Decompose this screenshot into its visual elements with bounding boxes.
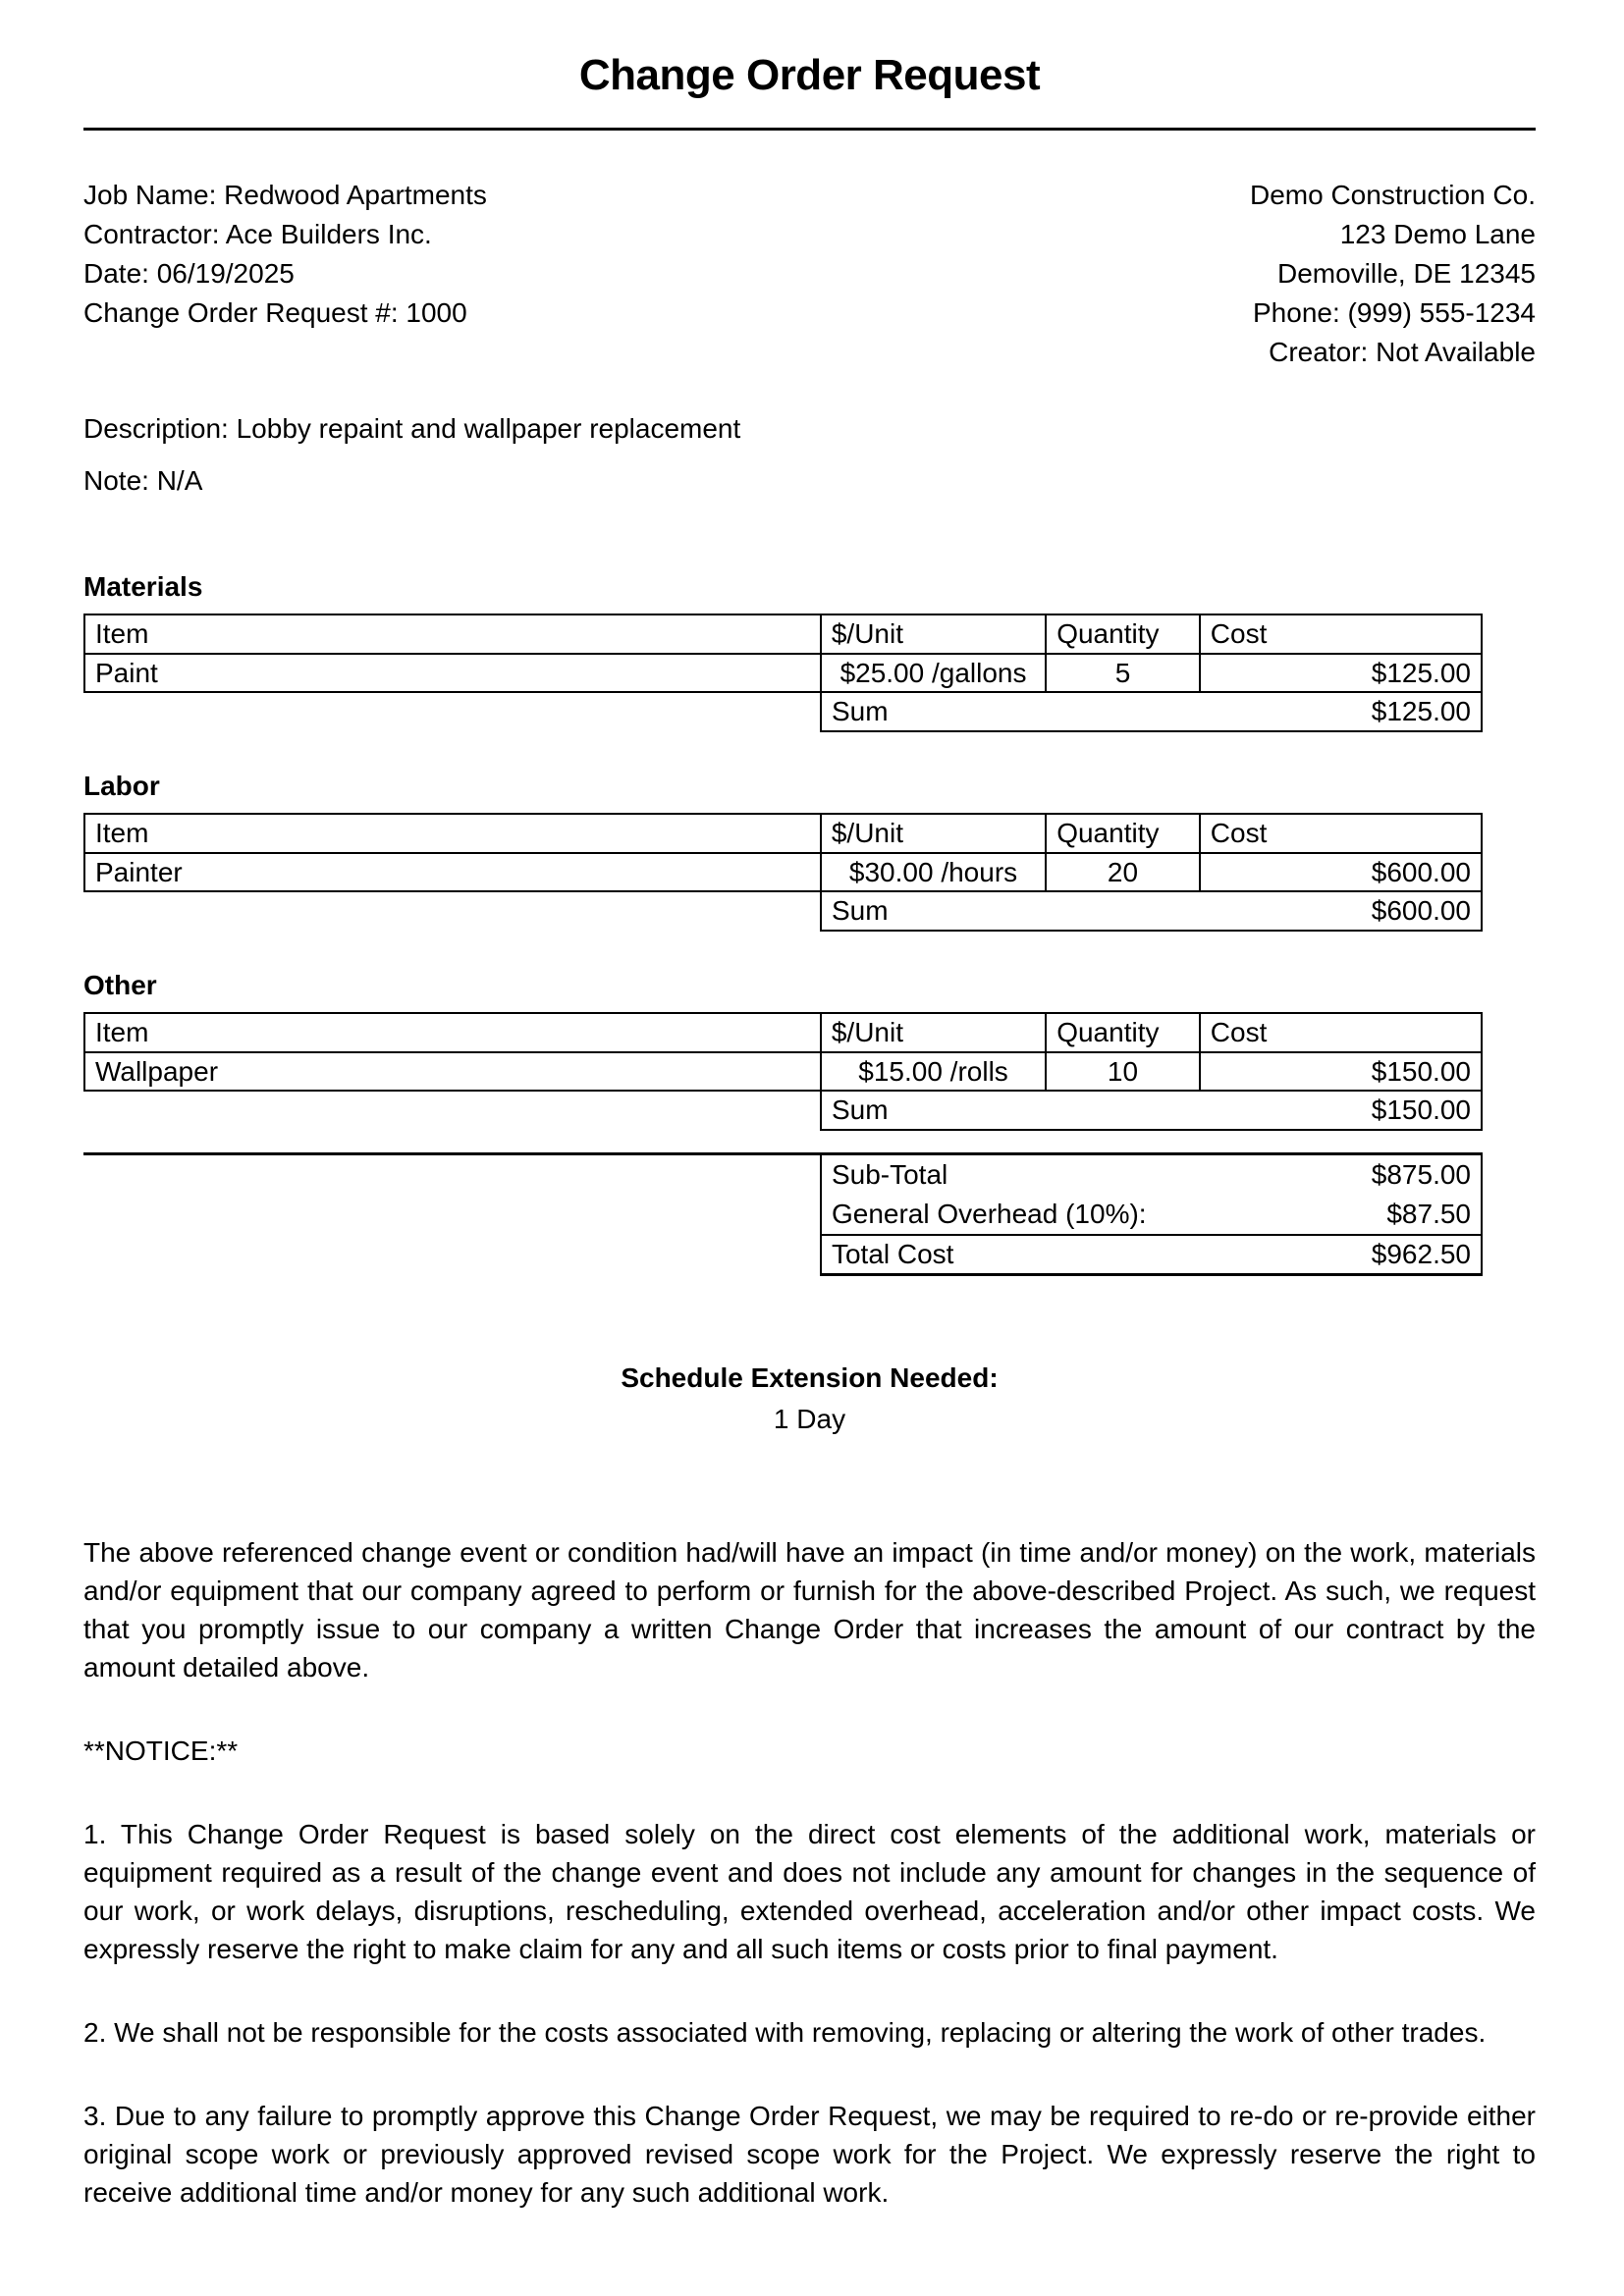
section-other [83, 971, 1536, 1131]
cell-quantity: 10 [1045, 1053, 1199, 1090]
company-city-line: Demoville, DE 12345 [1276, 258, 1536, 289]
description-line: Description: Lobby repaint and wallpaper replacement [83, 413, 741, 444]
date-line: Date: 06/19/2025 [83, 258, 295, 289]
column-header-cost: Cost [1199, 815, 1481, 852]
table-row [85, 852, 1481, 890]
cell-cost: $150.00 [1199, 1053, 1481, 1090]
column-header-cost: Cost [1199, 615, 1481, 653]
cell-quantity: 20 [1045, 854, 1199, 890]
materials-table [83, 614, 1483, 693]
table-row [85, 653, 1481, 691]
totals-box [820, 1155, 1483, 1276]
totals-section [83, 1152, 1483, 1276]
notice-item-2: 2. We shall not be responsible for the costs associated with removing, replacing or altering the work of other trades. [83, 2017, 1487, 2048]
schedule-extension-heading: Schedule Extension Needed: [621, 1362, 999, 1393]
section-heading-labor: Labor [83, 771, 160, 801]
subtotal-value: $875.00 [1371, 1159, 1471, 1190]
labor-table [83, 813, 1483, 892]
page-title: Change Order Request [578, 51, 1041, 99]
section-materials [83, 572, 1536, 732]
company-info-block [1250, 176, 1536, 372]
job-name-line: Job Name: Redwood Apartments [83, 180, 487, 210]
table-header-row [85, 815, 1481, 852]
title-divider [83, 128, 1536, 131]
column-header-unit: $/Unit [820, 615, 1045, 653]
overhead-label: General Overhead (10%): [831, 1199, 1147, 1229]
column-header-quantity: Quantity [1045, 815, 1199, 852]
contractor-line: Contractor: Ace Builders Inc. [83, 219, 432, 249]
schedule-extension-value: 1 Day [773, 1404, 846, 1434]
other-table [83, 1012, 1483, 1092]
cell-item: Paint [95, 657, 158, 688]
overhead-value: $87.50 [1386, 1199, 1471, 1229]
notice-item-3: 3. Due to any failure to promptly approve this Change Order Request, we may be required to re-do or re-provide either original scope work or previously approved revised scope work for the Project. We expressly reserve the right to receive additional time and/or money for any such additional work. [83, 2101, 1536, 2208]
cell-unit: $25.00 /gallons [820, 655, 1045, 691]
impact-paragraph: The above referenced change event or condition had/will have an impact (in time and/or money) on the work, materials and/or equipment that our company agreed to perform or furnish for the above-described Project. As such, we request that you promptly issue to our company a written Change Order that increases the amount of our contract by the amount detailed above. [83, 1537, 1536, 1682]
cell-cost: $125.00 [1199, 655, 1481, 691]
subtotal-row [822, 1155, 1481, 1195]
cell-unit: $15.00 /rolls [820, 1053, 1045, 1090]
job-info-block [83, 176, 487, 372]
note-line: Note: N/A [83, 465, 203, 496]
company-address-line: 123 Demo Lane [1339, 219, 1536, 249]
cell-cost: $600.00 [1199, 854, 1481, 890]
total-cost-value: $962.50 [1371, 1239, 1471, 1269]
change-order-number-line: Change Order Request #: 1000 [83, 297, 467, 328]
labor-sum-row [83, 892, 1483, 932]
column-header-quantity: Quantity [1045, 1014, 1199, 1051]
notice-item-1: 1. This Change Order Request is based solely on the direct cost elements of the additional work, materials or equipment required as a result of the change event and does not include any amount for changes in the sequence of our work, or work delays, disruptions, rescheduling, extended overhead, acceleration and/or other impact costs. We expressly reserve the right to make claim for any and all such items or costs prior to final payment. [83, 1819, 1536, 1964]
column-header-cost: Cost [1199, 1014, 1481, 1051]
total-cost-label: Total Cost [831, 1239, 954, 1269]
cell-quantity: 5 [1045, 655, 1199, 691]
schedule-extension-block [83, 1359, 1536, 1439]
other-sum-row [83, 1092, 1483, 1131]
cell-unit: $30.00 /hours [820, 854, 1045, 890]
sum-label: Sum [831, 696, 889, 726]
sum-value: $125.00 [1371, 696, 1471, 726]
subtotal-label: Sub-Total [831, 1159, 948, 1190]
table-header-row [85, 1014, 1481, 1051]
section-labor [83, 772, 1536, 932]
sum-value: $150.00 [1371, 1095, 1471, 1125]
column-header-item: Item [95, 1017, 149, 1047]
cell-item: Wallpaper [95, 1055, 219, 1087]
notice-label: **NOTICE:** [83, 1735, 239, 1766]
sum-value: $600.00 [1371, 895, 1471, 926]
company-creator-line: Creator: Not Available [1269, 337, 1536, 367]
column-header-item: Item [95, 818, 149, 848]
table-header-row [85, 615, 1481, 653]
company-name: Demo Construction Co. [1249, 180, 1536, 210]
header-info [83, 176, 1536, 372]
cell-item: Painter [95, 856, 183, 887]
total-cost-row [822, 1234, 1481, 1273]
overhead-row [822, 1195, 1481, 1234]
sum-label: Sum [831, 895, 889, 926]
company-phone-line: Phone: (999) 555-1234 [1253, 297, 1536, 328]
column-header-unit: $/Unit [820, 1014, 1045, 1051]
section-heading-materials: Materials [83, 571, 203, 602]
section-heading-other: Other [83, 970, 157, 1000]
column-header-item: Item [95, 618, 149, 649]
materials-sum-row [83, 693, 1483, 732]
sum-label: Sum [831, 1095, 889, 1125]
column-header-unit: $/Unit [820, 815, 1045, 852]
column-header-quantity: Quantity [1045, 615, 1199, 653]
table-row [85, 1051, 1481, 1090]
